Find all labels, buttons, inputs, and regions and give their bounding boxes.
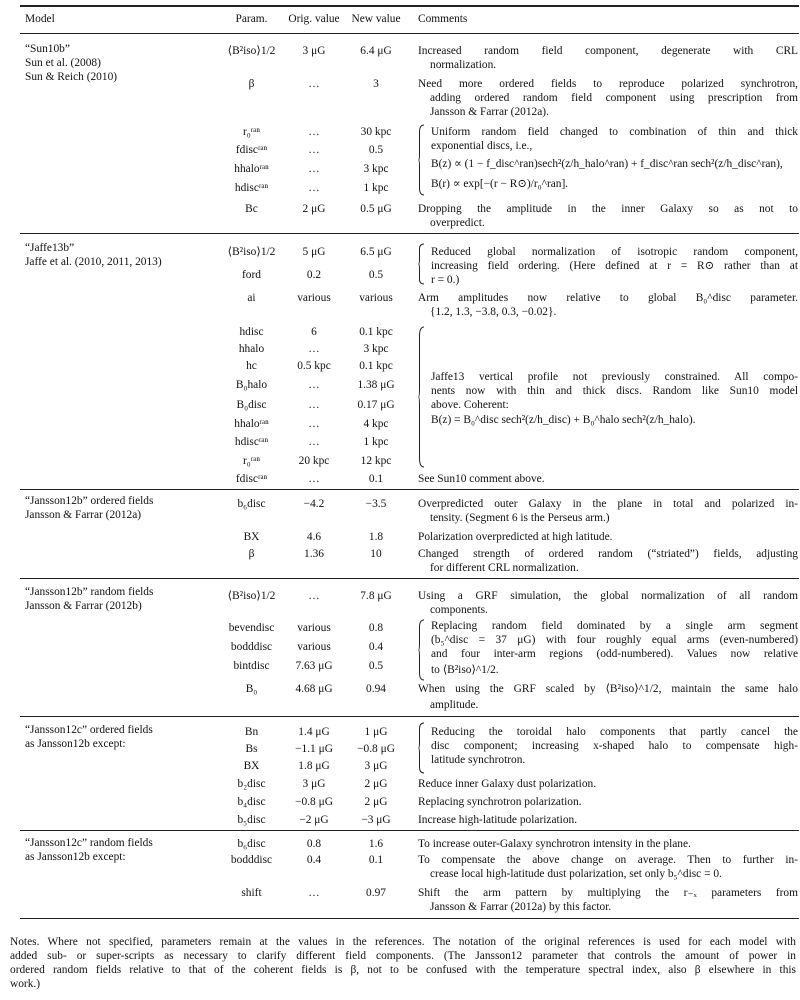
comment-line: to ⟨B²iso⟩^1/2. xyxy=(431,664,499,676)
brace-icon xyxy=(418,722,425,774)
comment-line: increasing field ordering. (Here defined at r = R⊙ rather than at xyxy=(431,260,798,272)
section-rule xyxy=(20,489,799,490)
section-rule xyxy=(20,716,799,717)
table-header-rule xyxy=(20,33,799,34)
param-cell: bodddisc xyxy=(230,854,273,866)
comment-line: disc component; increasing x-shaped halo to compensate high- xyxy=(431,740,798,752)
param-cell: ford xyxy=(242,269,261,281)
new-value-cell: 0.8 xyxy=(368,622,384,634)
orig-value-cell: 0.5 kpc xyxy=(297,360,331,372)
model-reference: Jansson & Farrar (2012a) xyxy=(25,509,142,521)
param-cell: ⟨B²iso⟩1/2 xyxy=(227,590,276,602)
comment-line: When using the GRF scaled by ⟨B²iso⟩^1/2, maintain the same halo xyxy=(418,683,798,695)
brace-icon xyxy=(418,326,425,468)
orig-value-cell: … xyxy=(308,126,320,138)
comment-line: Shift the arm pattern by multiplying the r₋ₓ parameters from xyxy=(418,887,798,899)
new-value-cell: 30 kpc xyxy=(360,126,392,138)
new-value-cell: 0.1 xyxy=(368,854,384,866)
table-top-rule xyxy=(20,5,799,7)
orig-value-cell: various xyxy=(297,622,331,634)
new-value-cell: −0.8 μG xyxy=(357,743,395,755)
param-cell: BX xyxy=(243,760,260,772)
comment-line: and four inter-arm regions (odd-numbered). Values now relative xyxy=(431,648,798,660)
comment-line: (b₅^disc = 37 μG) with four roughly equal arms (even-numbered) xyxy=(431,634,798,646)
model-name: “Sun10b” xyxy=(25,43,70,55)
header-new-value: New value xyxy=(351,13,401,25)
param-cell: b₆disc xyxy=(237,498,266,510)
orig-value-cell: … xyxy=(308,78,320,90)
orig-value-cell: … xyxy=(308,436,320,448)
param-cell: b₄disc xyxy=(237,796,266,808)
comment-line: Need more ordered fields to reproduce polarized synchrotron, xyxy=(418,78,798,90)
new-value-cell: 0.97 xyxy=(366,887,386,899)
new-value-cell: 1 kpc xyxy=(363,436,389,448)
param-cell: Bc xyxy=(245,203,258,215)
comment-line: r = 0.) xyxy=(431,274,460,286)
comment-line: Jaffe13 vertical profile not previously constrained. All compo- xyxy=(431,371,798,383)
new-value-cell: 0.94 xyxy=(366,683,386,695)
new-value-cell: 0.5 μG xyxy=(360,203,392,215)
comment-line: To increase outer-Galaxy synchrotron intensity in the plane. xyxy=(418,838,691,850)
orig-value-cell: various xyxy=(297,292,331,304)
param-cell: hdiscʳᵃⁿ xyxy=(234,436,269,448)
orig-value-cell: … xyxy=(308,163,320,175)
param-cell: fdiscʳᵃⁿ xyxy=(235,144,268,156)
new-value-cell: 0.5 xyxy=(368,660,384,672)
model-name: “Jansson12b” ordered fields xyxy=(25,495,154,507)
orig-value-cell: 0.2 xyxy=(306,269,322,281)
model-reference: Jansson & Farrar (2012b) xyxy=(25,600,142,612)
comment-line: above. Coherent: xyxy=(431,399,509,411)
param-cell: ai xyxy=(247,292,256,304)
new-value-cell: 3 kpc xyxy=(363,163,389,175)
comment-line: Using a GRF simulation, the global normalization of all random xyxy=(418,590,798,602)
orig-value-cell: … xyxy=(308,343,320,355)
new-value-cell: 1 μG xyxy=(364,726,388,738)
new-value-cell: 6.4 μG xyxy=(360,45,392,57)
model-name: “Jansson12c” random fields xyxy=(25,837,153,849)
new-value-cell: 0.1 kpc xyxy=(359,360,393,372)
param-cell: b₆disc xyxy=(237,838,266,850)
param-cell: hhalo xyxy=(238,343,265,355)
orig-value-cell: 1.36 xyxy=(304,548,324,560)
orig-value-cell: … xyxy=(308,887,320,899)
orig-value-cell: … xyxy=(308,418,320,430)
orig-value-cell: −4.2 xyxy=(303,498,325,510)
new-value-cell: 2 μG xyxy=(364,796,388,808)
comment-line: Dropping the amplitude in the inner Galaxy so as not to xyxy=(418,203,798,215)
orig-value-cell: 4.6 xyxy=(306,531,322,543)
orig-value-cell: … xyxy=(308,182,320,194)
comment-line: Changed strength of ordered random (“striated”) fields, adjusting xyxy=(418,548,798,560)
orig-value-cell: 3 μG xyxy=(302,45,326,57)
param-cell: fdiscʳᵃⁿ xyxy=(235,473,268,485)
comment-line: Increased random field component, degenerate with CRL xyxy=(418,45,798,57)
param-cell: B₀ xyxy=(245,683,258,695)
orig-value-cell: 6 xyxy=(311,326,317,338)
orig-value-cell: −2 μG xyxy=(299,814,329,826)
comment-formula: B(z) ∝ (1 − f_disc^ran)sech²(z/h_halo^ran) + f_disc^ran sech²(z/h_disc^ran), xyxy=(431,158,783,170)
orig-value-cell: 0.4 xyxy=(306,854,322,866)
param-cell: hc xyxy=(246,360,257,372)
brace-icon xyxy=(418,619,425,681)
param-cell: b₂disc xyxy=(237,778,266,790)
orig-value-cell: 2 μG xyxy=(302,203,326,215)
orig-value-cell: … xyxy=(308,473,320,485)
param-cell: B₀halo xyxy=(235,379,268,391)
comment-line: See Sun10 comment above. xyxy=(418,473,545,485)
comment-line: exponential discs, i.e., xyxy=(431,140,533,152)
param-cell: β xyxy=(248,548,255,560)
param-cell: r₀ʳᵃⁿ xyxy=(243,455,260,467)
param-cell: B₀disc xyxy=(236,399,267,411)
param-cell: Bs xyxy=(245,743,258,755)
orig-value-cell: … xyxy=(308,590,320,602)
orig-value-cell: 7.63 μG xyxy=(295,660,333,672)
param-cell: ⟨B²iso⟩1/2 xyxy=(227,45,276,57)
model-reference: Jaffe et al. (2010, 2011, 2013) xyxy=(25,256,162,268)
new-value-cell: 0.1 xyxy=(368,473,384,485)
comment-line: overpredict. xyxy=(430,217,485,229)
comment-line: Overpredicted outer Galaxy in the plane in total and polarized in- xyxy=(418,498,798,510)
new-value-cell: −3.5 xyxy=(365,498,387,510)
comment-line: {1.2, 1.3, −3.8, 0.3, −0.02}. xyxy=(430,306,557,318)
comment-line: Jansson & Farrar (2012a) by this factor. xyxy=(430,901,612,913)
new-value-cell: 0.17 μG xyxy=(357,399,395,411)
orig-value-cell: … xyxy=(308,144,320,156)
comment-line: Reducing the toroidal halo components that partly cancel the xyxy=(431,726,798,738)
param-cell: Bn xyxy=(244,726,259,738)
new-value-cell: 1 kpc xyxy=(363,182,389,194)
orig-value-cell: 4.68 μG xyxy=(295,683,333,695)
orig-value-cell: 5 μG xyxy=(302,246,326,258)
comment-line: amplitude. xyxy=(430,699,479,711)
new-value-cell: 2 μG xyxy=(364,778,388,790)
new-value-cell: 3 μG xyxy=(364,760,388,772)
param-cell: BX xyxy=(243,531,260,543)
orig-value-cell: 1.4 μG xyxy=(298,726,330,738)
model-reference: Sun & Reich (2010) xyxy=(25,71,118,83)
param-cell: b₅disc xyxy=(237,814,266,826)
orig-value-cell: 0.8 xyxy=(306,838,322,850)
new-value-cell: 1.6 xyxy=(368,838,384,850)
notes-line: added sub- or super-scripts as necessary to clarify different field components. (The Jansson12 parameter that controls the amount of power in xyxy=(10,950,796,962)
notes-line: work.) xyxy=(10,978,41,990)
new-value-cell: 0.5 xyxy=(368,144,384,156)
section-rule xyxy=(20,233,799,234)
param-cell: shift xyxy=(241,887,262,899)
comment-line: Arm amplitudes now relative to global B₀^disc parameter. xyxy=(418,292,798,304)
new-value-cell: 3 kpc xyxy=(363,343,389,355)
comment-line: Jansson & Farrar (2012a). xyxy=(430,106,549,118)
new-value-cell: various xyxy=(359,292,393,304)
new-value-cell: 4 kpc xyxy=(363,418,389,430)
new-value-cell: 3 xyxy=(373,78,379,90)
param-cell: hhaloʳᵃⁿ xyxy=(234,163,269,175)
new-value-cell: 12 kpc xyxy=(360,455,392,467)
orig-value-cell: … xyxy=(308,379,320,391)
model-reference: as Jansson12b except: xyxy=(25,738,126,750)
param-cell: bintdisc xyxy=(233,660,270,672)
orig-value-cell: various xyxy=(297,641,331,653)
comment-line: Increase high-latitude polarization. xyxy=(418,814,578,826)
comment-line: Reduced global normalization of isotropic random component, xyxy=(431,246,798,258)
new-value-cell: 1.8 xyxy=(368,531,384,543)
header-param: Param. xyxy=(235,13,268,25)
new-value-cell: −3 μG xyxy=(361,814,391,826)
header-comments: Comments xyxy=(418,13,468,25)
new-value-cell: 1.38 μG xyxy=(357,379,395,391)
comment-formula: B(z) = B₀^disc sech²(z/h_disc) + B₀^halo sech²(z/h_halo). xyxy=(431,414,696,426)
comment-line: adding ordered random field component using prescription from xyxy=(430,92,798,104)
param-cell: hdisc xyxy=(239,326,264,338)
header-orig-value: Orig. value xyxy=(288,13,340,25)
param-cell: β xyxy=(248,78,255,90)
orig-value-cell: 3 μG xyxy=(302,778,326,790)
notes-line: ordered random fields relative to that of the coherent fields is β, not to be confused with the temperature spectral index, also β elsewhere in this xyxy=(10,964,796,976)
comment-line: Polarization overpredicted at high latitude. xyxy=(418,531,613,543)
section-rule xyxy=(20,830,799,831)
new-value-cell: 7.8 μG xyxy=(360,590,392,602)
new-value-cell: 0.4 xyxy=(368,641,384,653)
comment-line: To compensate the above change on average. Then to further in- xyxy=(418,854,798,866)
model-reference: Sun et al. (2008) xyxy=(25,57,101,69)
comment-line: crease local high-latitude dust polarization, set only b₅^disc = 0. xyxy=(430,868,722,880)
comment-line: components. xyxy=(430,604,488,616)
comment-line: latitude synchrotron. xyxy=(431,754,526,766)
comment-line: tensity. (Segment 6 is the Perseus arm.) xyxy=(430,512,610,524)
comment-line: for different CRL normalization. xyxy=(430,562,579,574)
param-cell: hhaloʳᵃⁿ xyxy=(234,418,269,430)
orig-value-cell: −1.1 μG xyxy=(295,743,333,755)
section-rule xyxy=(20,578,799,579)
model-name: “Jansson12c” ordered fields xyxy=(25,724,153,736)
table-bottom-rule xyxy=(20,918,799,919)
new-value-cell: 6.5 μG xyxy=(360,246,392,258)
comment-line: Replacing synchrotron polarization. xyxy=(418,796,582,808)
model-name: “Jansson12b” random fields xyxy=(25,586,154,598)
new-value-cell: 0.5 xyxy=(368,269,384,281)
new-value-cell: 0.1 kpc xyxy=(359,326,393,338)
comment-line: Reduce inner Galaxy dust polarization. xyxy=(418,778,597,790)
comment-line: Uniform random field changed to combination of thin and thick xyxy=(431,126,798,138)
comment-line: normalization. xyxy=(430,59,497,71)
orig-value-cell: … xyxy=(308,399,320,411)
brace-icon xyxy=(418,243,425,285)
header-model: Model xyxy=(25,13,55,25)
orig-value-cell: 20 kpc xyxy=(298,455,330,467)
param-cell: hdiscʳᵃⁿ xyxy=(234,182,269,194)
comment-line: nents now with thin and thick discs. Random like Sun10 model xyxy=(431,385,798,397)
param-cell: r₀ʳᵃⁿ xyxy=(243,126,260,138)
param-cell: ⟨B²iso⟩1/2 xyxy=(227,246,276,258)
model-name: “Jaffe13b” xyxy=(25,242,75,254)
brace-icon xyxy=(418,124,425,196)
param-cell: bodddisc xyxy=(230,641,273,653)
comment-formula: B(r) ∝ exp[−(r − R⊙)/r₀^ran]. xyxy=(431,178,569,190)
orig-value-cell: −0.8 μG xyxy=(295,796,333,808)
orig-value-cell: 1.8 μG xyxy=(298,760,330,772)
notes-line: Notes. Where not specified, parameters remain at the values in the references. The notation of the original references is used for each model with xyxy=(10,936,796,948)
param-cell: bevendisc xyxy=(228,622,275,634)
new-value-cell: 10 xyxy=(370,548,382,560)
model-reference: as Jansson12b except: xyxy=(25,851,126,863)
comment-line: Replacing random field dominated by a single arm segment xyxy=(431,620,798,632)
